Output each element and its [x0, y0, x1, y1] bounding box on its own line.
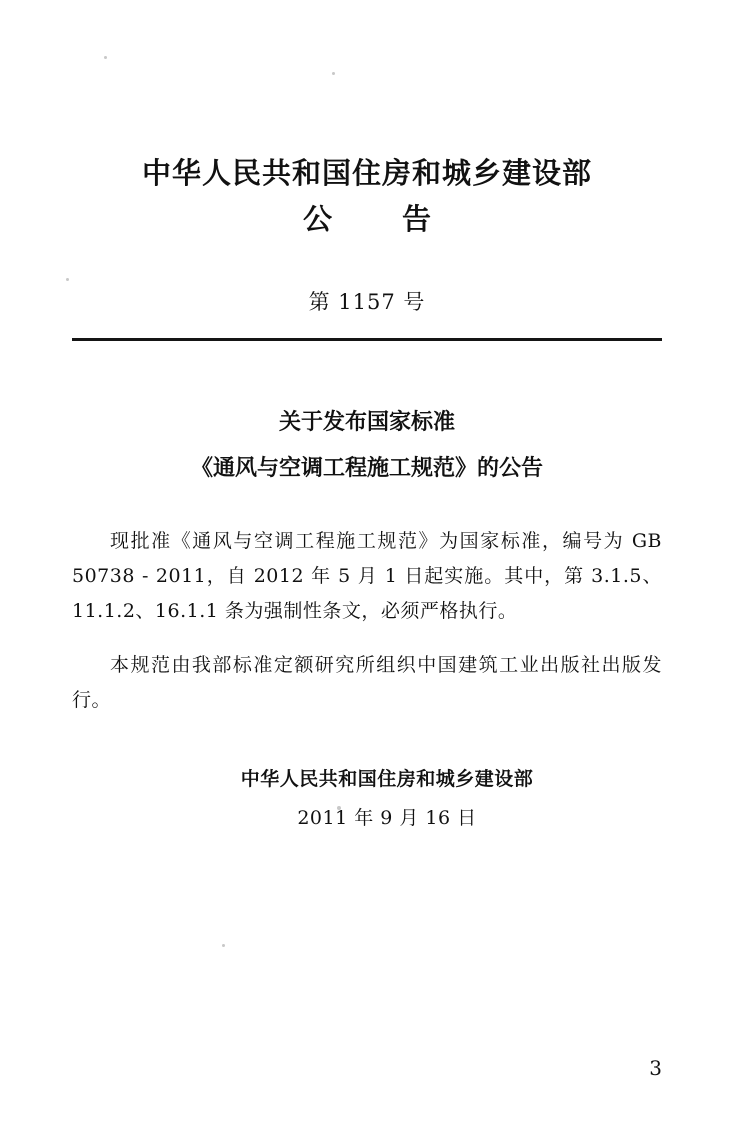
body-paragraph-1: 现批准《通风与空调工程施工规范》为国家标准，编号为 GB 50738 - 2011，自 2012 年 5 月 1 日起实施。其中，第 3.1.5、11.1.2、16.1.1 条为强制性条文，必须严格执行。	[72, 529, 662, 622]
signature-date: 2011 年 9 月 16 日	[297, 807, 477, 830]
announcement-title-line1: 关于发布国家标准	[278, 410, 455, 436]
announcement-title-line2: 《通风与空调工程施工规范》的公告	[190, 456, 543, 482]
document-body	[72, 0, 662, 1122]
page-number: 3	[649, 1056, 662, 1080]
scan-speck	[66, 278, 69, 281]
horizontal-divider	[72, 338, 662, 341]
body-paragraph-2: 本规范由我部标准定额研究所组织中国建筑工业出版社出版发行。	[72, 654, 662, 712]
issuing-organization-title: 中华人民共和国住房和城乡建设部	[141, 156, 592, 190]
notice-number: 第 1157 号	[308, 290, 426, 315]
document-type-heading: 公 告	[302, 202, 462, 237]
signature-organization: 中华人民共和国住房和城乡建设部	[240, 768, 534, 791]
